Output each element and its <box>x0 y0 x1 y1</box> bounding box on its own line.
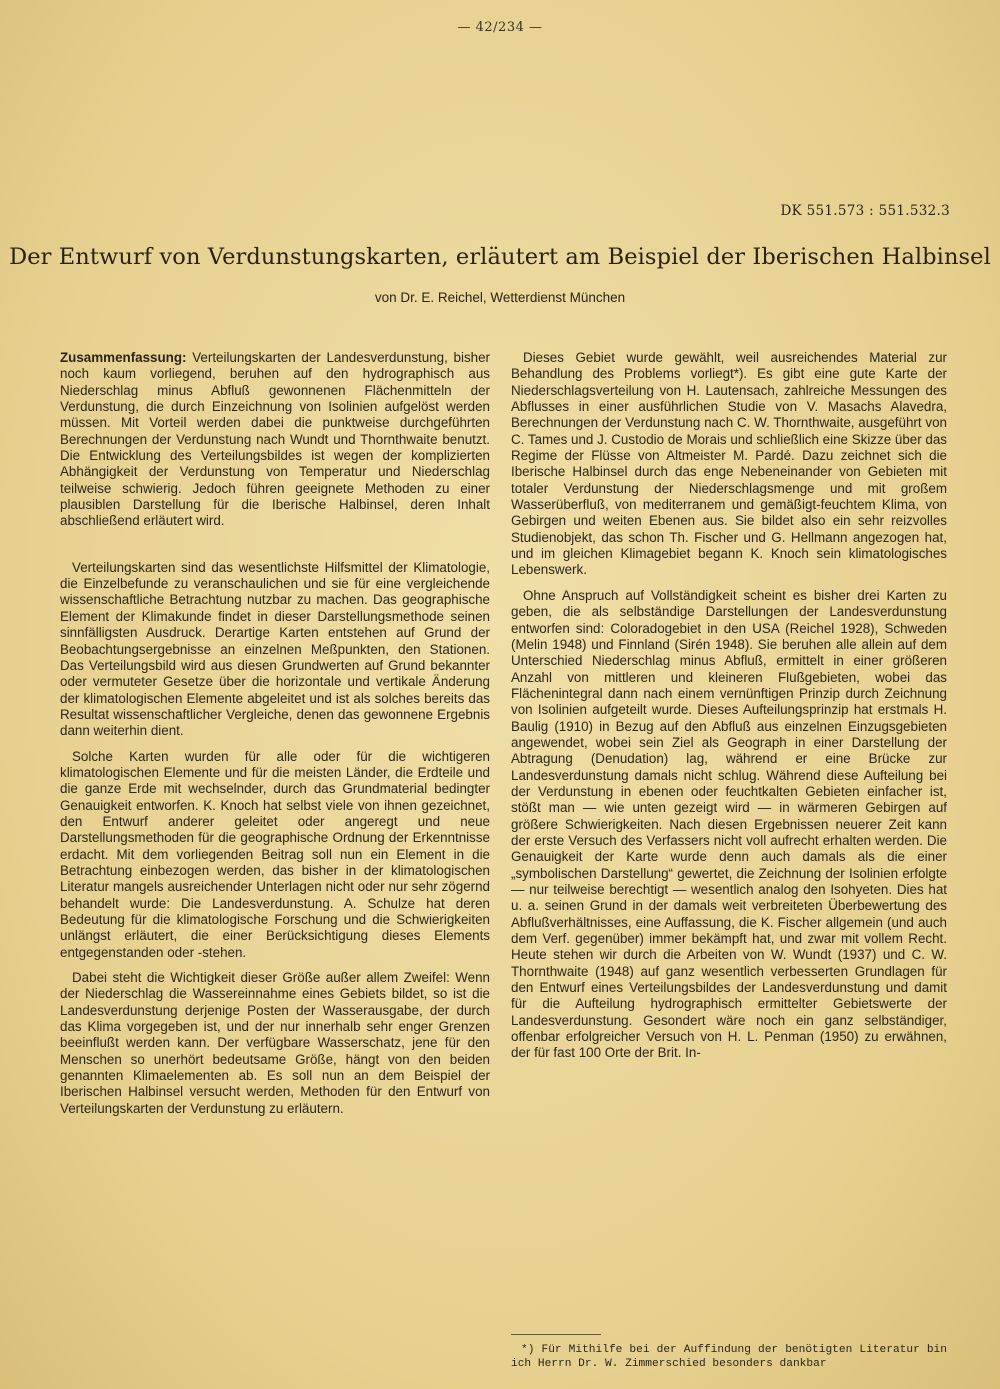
summary-text: Verteilungskarten der Landesverdunstung, bisher noch kaum vorliegend, beruhen auf den hydrographisch aus Niederschlag minus Abfluß gewonnenen Flächenmitteln der Verdunstung, die durch Einzeichnung von Isolinien aufgelöst werden müssen. Mit Vorteil werden dabei die punktweise durchgeführten Berechnungen der Verdunstung nach Wundt und Thornthwaite benutzt. Die Entwicklung des Verteilungsbildes ist wegen der komplizierten Abhängigkeit der Verdunstung von Temperatur und Niederschlag teilweise schwierig. Jedoch führen geeignete Methoden zu einer plausiblen Darstellung für die Iberische Halbinsel, deren Inhalt abschließend erläutert wird. <box>60 350 490 529</box>
article-title: Der Entwurf von Verdunstungskarten, erläutert am Beispiel der Iberischen Halbinsel <box>9 244 991 270</box>
body-paragraph: Solche Karten wurden für alle oder für die wichtigeren klimatologischen Elemente und für die meisten Länder, die Erdteile und die ganze Erde mit wechselnder, durch das Grundmaterial bedingter Genauigkeit entworfen. K. Knoch hat selbst viele von ihnen gezeichnet, den Entwurf anderer geleitet oder angeregt und neue Darstellungsmethoden für die geographische Ordnung der Erkenntnisse erdacht. Mit dem vorliegenden Beitrag soll nun ein Element in die Betrachtung einbezogen werden, das bisher in der klimatologischen Literatur mangels ausreichender Unterlagen nicht oder nur sehr zögernd behandelt wurde: Die Landesverdunstung. A. Schulze hat deren Bedeutung für die klimatologische Forschung und die Schwierigkeiten unlängst erläutert, die einer Berücksichtigung dieses Elements entgegenstanden oder -stehen. <box>60 748 490 960</box>
left-column <box>60 350 490 1117</box>
footnote-divider <box>511 1334 601 1335</box>
classification-number: DK 551.573 : 551.532.3 <box>780 203 950 219</box>
body-paragraph: Dieses Gebiet wurde gewählt, weil ausreichendes Material zur Behandlung des Problems vorliegt*). Es gibt eine gute Karte der Niederschlagsverteilung von H. Lautensach, zahlreiche Messungen des Abflusses in einer ausführlichen Studie von V. Masachs Alavedra, Berechnungen der Verdunstung nach C. W. Thornthwaite, ausgeführt von C. Tames und J. Custodio de Morais und schließlich eine Skizze über das Regime der Flüsse von Altmeister M. Pardé. Dazu zeichnet sich die Iberische Halbinsel durch das enge Nebeneinander von Gebieten mit totaler Verdunstung der Niederschlagsmenge und mit großem Wasserüberfluß, von mediterranem und gemäßigt-feuchtem Klima, von Gebirgen und weiten Ebenen aus. Sie bildet also ein sehr reizvolles Studienobjekt, das schon Th. Fischer und G. Hellmann angezogen hat, und im gleichen Klimagebiet begann K. Knoch sein klimatologisches Lebenswerk. <box>511 350 947 578</box>
body-paragraph: Verteilungskarten sind das wesentlichste Hilfsmittel der Klimatologie, die Einzelbefunde zu veranschaulichen und sie für eine vergleichende wissenschaftliche Betrachtung nutzbar zu machen. Das geographische Element der Klimakunde findet in dieser Darstellungsmethode seinen sinnfälligsten Ausdruck. Derartige Karten entstehen auf Grund der Beobachtungsergebnisse an einzelnen Meßpunkten, den Stationen. Das Verteilungsbild wird aus diesen Grundwerten auf Grund bekannter oder vermuteter Gesetze über die horizontale und vertikale Änderung der klimatologischen Elemente abgeleitet und ist als solches bereits das Resultat wissenschaftlicher Vergleiche, denen das gewonnene Ergebnis dann weiterhin dient. <box>60 559 490 739</box>
summary-paragraph <box>60 350 490 530</box>
page-number: — 42/234 — <box>457 20 543 35</box>
body-paragraph: Dabei steht die Wichtigkeit dieser Größe außer allem Zweifel: Wenn der Niederschlag die Wassereinnahme eines Gebiets bildet, so ist die Landesverdunstung derjenige Posten der Wasserausgabe, der durch das Klima vorgegeben ist, und der nur innerhalb sehr enger Grenzen beeinflußt werden kann. Der verfügbare Wasserschatz, jene für den Menschen so unerhört bedeutsame Größe, hängt von den beiden genannten Klimaelementen ab. Es soll nun an dem Beispiel der Iberischen Halbinsel versucht werden, Methoden für den Entwurf von Verteilungskarten der Verdunstung zu erläutern. <box>60 970 490 1116</box>
right-column <box>511 350 947 1062</box>
body-paragraph: Ohne Anspruch auf Vollständigkeit scheint es bisher drei Karten zu geben, die als selbständige Darstellungen der Landesverdunstung entworfen sind: Coloradogebiet in den USA (Reichel 1928), Schweden (Melin 1948) und Finnland (Sirén 1948). Sie beruhen alle allein auf dem Unterschied Niederschlag minus Abfluß, ermittelt in einer größeren Anzahl von mittleren und kleineren Flußgebieten, wobei das Flächenintegral dann nach einem vernünftigen Prinzip durch Zeichnung von Isolinien aufgeteilt wurde. Dieses Aufteilungsprinzip hat erstmals H. Baulig (1910) in Bezug auf den Abfluß aus einzelnen Einzugsgebieten angewendet, wobei sein Ziel als Geograph in einer Darstellung der Abtragung (Denudation) lag, während er eine Brücke zur Landesverdunstung damals nicht schlug. Während diese Aufteilung bei der Verdunstung in ebenen oder feuchtkalten Gebieten einfacher ist, stößt man — wie unten gezeigt wird — in wärmeren Gebirgen auf größere Schwierigkeiten. Nach diesen Ergebnissen neuerer Zeit kann der erste Versuch des Verfassers nicht voll aufrecht erhalten werden. Die Genauigkeit der Karte wurde denn auch damals als die einer „symbolischen Darstellung“ gewertet, die Zeichnung der Isolinien erfolgte — nur teilweise berechtigt — wesentlich analog den Isohyeten. Dies hat u. a. seinen Grund in der damals weit verbreiteten Überbewertung des Abflußverhältnisses, eine Auffassung, die K. Fischer allgemein (und auch dem Verf. gegenüber) immer bekämpft hat, und zwar mit vollem Recht. Heute stehen wir durch die Arbeiten von W. Wundt (1937) und C. W. Thornthwaite (1948) auf ganz wesentlich verbesserten Grundlagen für den Entwurf eines Verteilungsbildes der Landesverdunstung und damit für die Aufteilung hydrographisch ermittelter Gebietswerte der Landesverdunstung. Gesondert wäre noch ein ganz selbständiger, offenbar erfolgreicher Versuch von H. L. Penman (1950) zu erwähnen, der für fast 100 Orte der Brit. In- <box>511 587 947 1061</box>
footnote: *) Für Mithilfe bei der Auffindung der benötigten Literatur bin ich Herrn Dr. W. Zimmerschied besonders dankbar <box>511 1344 947 1370</box>
article-byline: von Dr. E. Reichel, Wetterdienst München <box>374 290 626 305</box>
summary-label: Zusammenfassung: <box>60 350 187 365</box>
